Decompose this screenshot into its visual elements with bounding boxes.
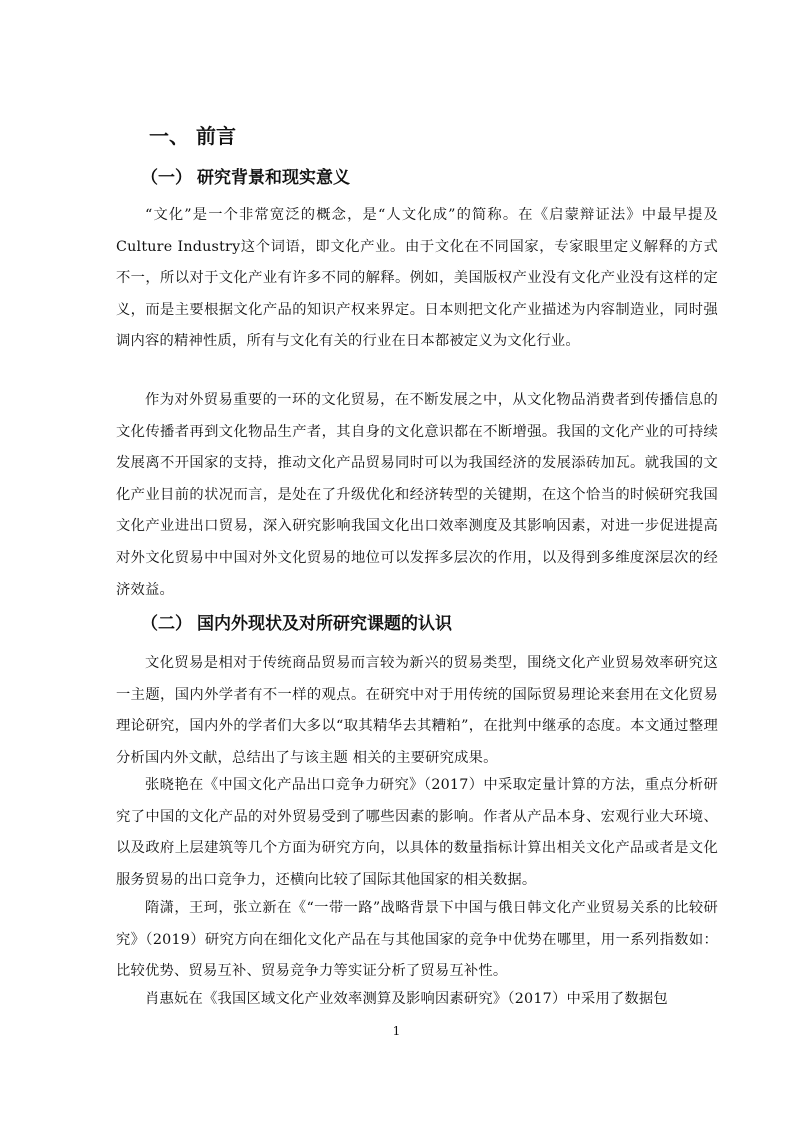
- section-heading-2: [141, 611, 452, 637]
- paragraph-3: 文化贸易是相对于传统商品贸易而言较为新兴的贸易类型，围绕文化产业贸易效率研究这一主题，国内外学者有不一样的观点。在研究中对于用传统的国际贸易理论来套用在文化贸易理论研究，国内外的学者们大多以“取其精华去其糟粕”，在批判中继承的态度。本文通过整理分析国内外文献，总结出了与该主题 相关的主要研究成果。: [116, 655, 718, 766]
- paragraph-5: 隋潇，王珂，张立新在《“一带一路”战略背景下中国与俄日韩文化产业贸易关系的比较研究》（2019）研究方向在细化文化产品在与其他国家的竞争中优势在哪里，用一系列指数如：比较优势、贸易互补、贸易竞争力等实证分析了贸易互补性。: [116, 900, 718, 980]
- section-heading-1: [141, 165, 350, 191]
- section-number-1: （一）: [141, 168, 192, 188]
- section-number-2: （二）: [141, 614, 192, 634]
- section-title-2: 国内外现状及对所研究课题的认识: [197, 614, 452, 634]
- paragraph-6: 肖惠妧在《我国区域文化产业效率测算及影响因素研究》（2017）中采用了数据包: [145, 991, 668, 1007]
- paragraph-1: “文化”是一个非常宽泛的概念，是“人文化成”的简称。在《启蒙辩证法》中最早提及Culture Industry这个词语，即文化产业。由于文化在不同国家，专家眼里定义解释的方式不一，所以对于文化产业有许多不同的解释。例如，美国版权产业没有文化产业没有这样的定义，而是主要根据文化产品的知识产权来界定。日本则把文化产业描述为内容制造业，同时强调内容的精神性质，所有与文化有关的行业在日本都被定义为文化行业。: [116, 207, 718, 350]
- paragraph-4: 张晓艳在《中国文化产品出口竞争力研究》（2017）中采取定量计算的方法，重点分析研究了中国的文化产品的对外贸易受到了哪些因素的影响。作者从产品本身、宏观行业大环境、以及政府上层建筑等几个方面为研究方向，以具体的数量指标计算出相关文化产品或者是文化服务贸易的出口竞争力，还横向比较了国际其他国家的相关数据。: [116, 777, 718, 888]
- page-number: 1: [392, 1024, 401, 1038]
- section-title-1: 研究背景和现实意义: [197, 168, 350, 188]
- chapter-heading: 一、 前言: [149, 124, 236, 148]
- paragraph-2: 作为对外贸易重要的一环的文化贸易，在不断发展之中，从文化物品消费者到传播信息的文化传播者再到文化物品生产者，其自身的文化意识都在不断增强。我国的文化产业的可持续发展离不开国家的支持，推动文化产品贸易同时可以为我国经济的发展添砖加瓦。就我国的文化产业目前的状况而言，是处在了升级优化和经济转型的关键期，在这个恰当的时候研究我国文化产业进出口贸易，深入研究影响我国文化出口效率测度及其影响因素，对进一步促进提高对外文化贸易中中国对外文化贸易的地位可以发挥多层次的作用，以及得到多维度深层次的经济效益。: [116, 392, 718, 598]
